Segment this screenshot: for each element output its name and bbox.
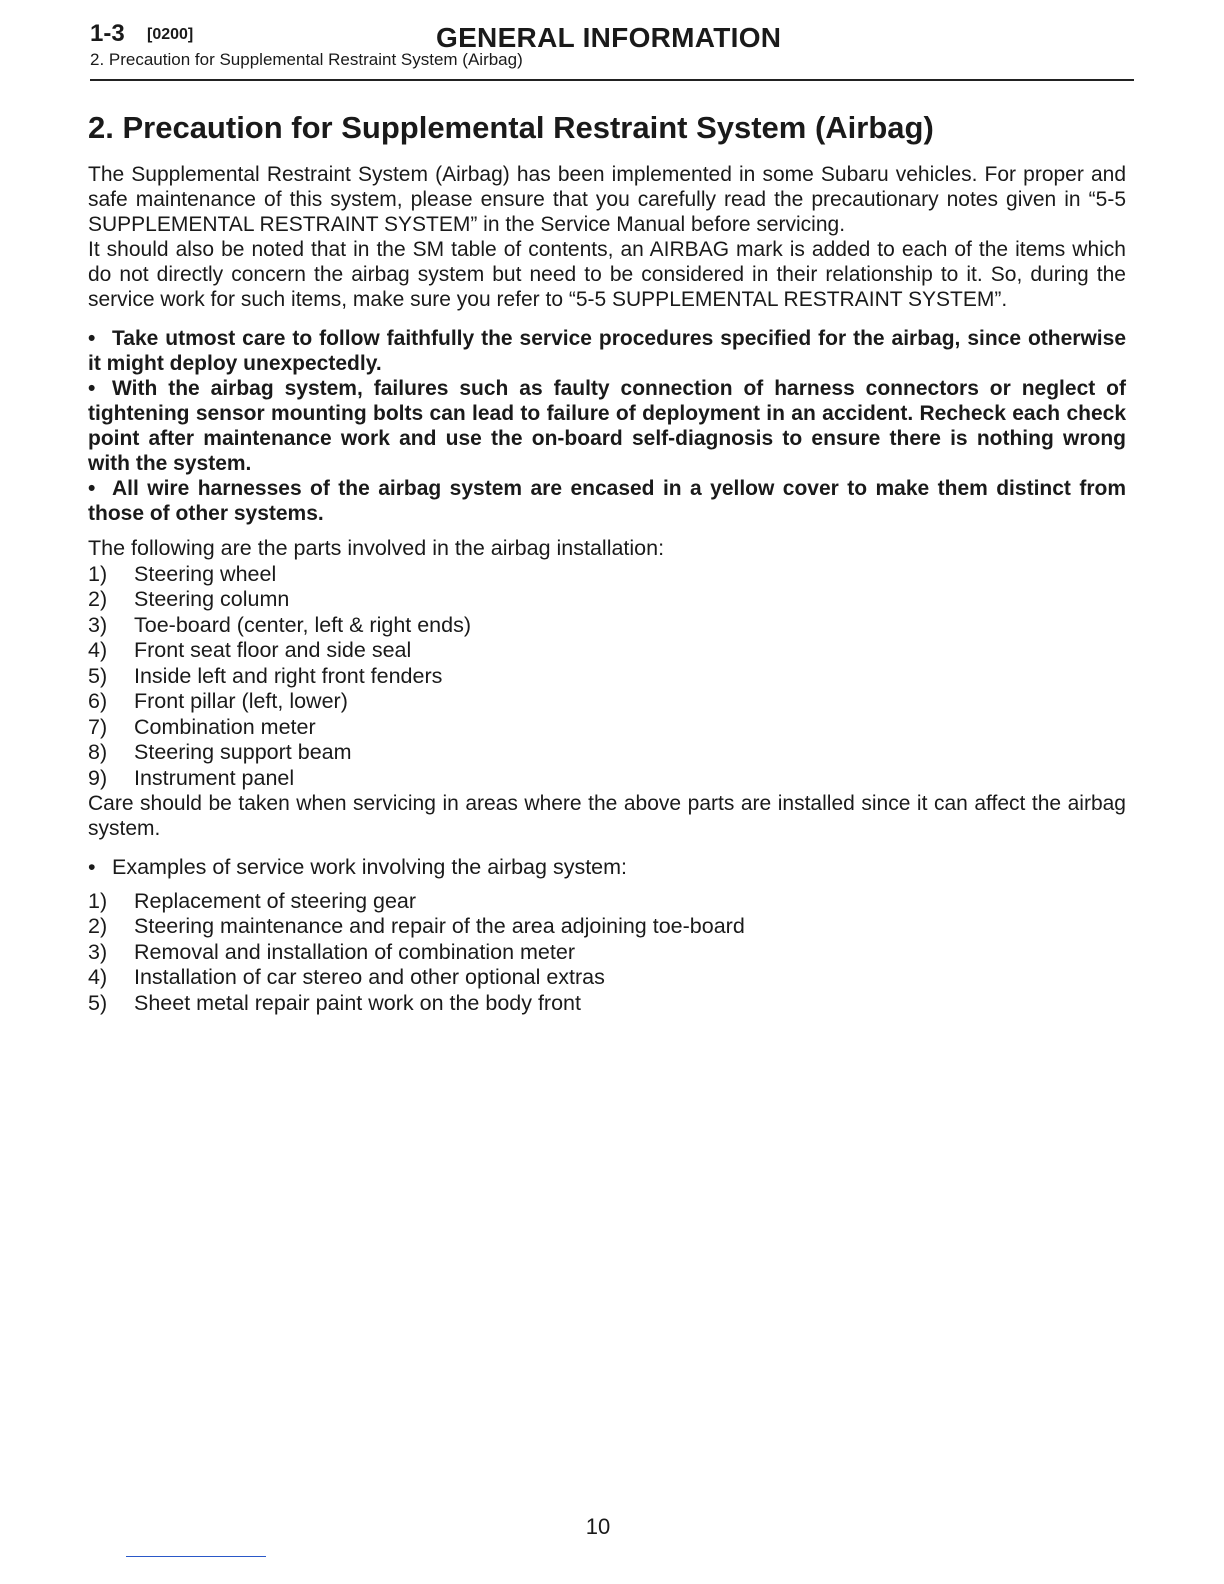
list-text: Inside left and right front fenders: [134, 663, 443, 688]
list-number: 7): [88, 714, 108, 739]
bullet-icon: •: [88, 327, 96, 350]
header-title: GENERAL INFORMATION: [436, 22, 782, 53]
intro-paragraph: The Supplemental Restraint System (Airbag) has been implemented in some Subaru vehicles. For proper and safe maintenance of this system, please ensure that you carefully read the precautionary notes given in “5-5 SUPPLEMENTAL RESTRAINT SYSTEM” in the Service Manual before servicing.: [88, 163, 1126, 236]
bullet-icon: •: [88, 477, 96, 500]
list-number: 5): [88, 990, 108, 1015]
list-text: Replacement of steering gear: [134, 888, 417, 913]
list-number: 3): [88, 612, 108, 637]
section-title: 2. Precaution for Supplemental Restraint System (Airbag): [88, 110, 934, 145]
bullet-icon: •: [88, 855, 96, 879]
footer-divider: [126, 1556, 266, 1557]
list-item: [88, 613, 1126, 639]
warning-text: With the airbag system, failures such as faulty connection of harness connectors or neglect of tightening sensor mounting bolts can lead to failure of deployment in an accident. Recheck each check point after maintenance work and use the on-board self-diagnosis to ensure there is nothing wrong with the system.: [88, 377, 1126, 475]
list-text: Instrument panel: [134, 765, 295, 790]
examples-intro: [88, 855, 1126, 881]
page-header: [90, 18, 1134, 84]
warning-item: [88, 376, 1126, 476]
list-text: Steering support beam: [134, 740, 352, 764]
list-item: [88, 914, 1126, 940]
list-text: Combination meter: [134, 714, 316, 739]
examples-intro-text: Examples of service work involving the airbag system:: [112, 855, 628, 879]
header-divider: [90, 79, 1134, 81]
list-number: 4): [88, 638, 108, 662]
page-ref: 1-3: [90, 20, 125, 47]
list-item: [88, 740, 1126, 766]
warning-text: Take utmost care to follow faithfully the service procedures specified for the airbag, since otherwise it might deploy unexpectedly.: [88, 327, 1126, 375]
list-text: Front seat floor and side seal: [134, 638, 412, 662]
main-content: [88, 108, 1126, 1016]
page-number: 10: [585, 1514, 611, 1539]
header-subtitle: 2. Precaution for Supplemental Restraint System (Airbag): [90, 50, 523, 69]
list-item: [88, 638, 1126, 664]
list-item: [88, 587, 1126, 613]
examples-list: [88, 889, 1126, 1017]
list-item: [88, 689, 1126, 715]
parts-list: [88, 562, 1126, 792]
list-item: [88, 940, 1126, 966]
list-number: 8): [88, 740, 108, 764]
parts-note: Care should be taken when servicing in areas where the above parts are installed since it can affect the airbag system.: [88, 792, 1126, 840]
list-number: 9): [88, 765, 108, 790]
list-number: 5): [88, 663, 108, 688]
list-item: [88, 889, 1126, 915]
list-text: Removal and installation of combination meter: [134, 939, 575, 964]
warnings-block: [88, 326, 1126, 526]
list-text: Steering wheel: [134, 561, 277, 586]
list-number: 3): [88, 939, 108, 964]
list-item: [88, 664, 1126, 690]
list-number: 6): [88, 689, 108, 713]
list-number: 1): [88, 561, 108, 586]
list-item: [88, 965, 1126, 991]
list-item: [88, 766, 1126, 792]
list-item: [88, 562, 1126, 588]
warning-item: [88, 326, 1126, 376]
toc-note-paragraph: It should also be noted that in the SM table of contents, an AIRBAG mark is added to each of the items which do not directly concern the airbag system but need to be considered in their relationship to it. So, during the service work for such items, make sure you refer to “5-5 SUPPLEMENTAL RESTRAINT SYSTEM”.: [88, 238, 1126, 311]
warning-text: All wire harnesses of the airbag system are encased in a yellow cover to make them distinct from those of other systems.: [88, 477, 1126, 525]
list-item: [88, 715, 1126, 741]
list-item: [88, 991, 1126, 1017]
list-text: Toe-board (center, left & right ends): [134, 612, 472, 637]
list-text: Installation of car stereo and other optional extras: [134, 965, 605, 989]
list-text: Sheet metal repair paint work on the body front: [134, 990, 581, 1015]
list-text: Front pillar (left, lower): [134, 689, 348, 713]
section-code: [0200]: [147, 26, 194, 43]
list-number: 2): [88, 914, 108, 938]
list-text: Steering column: [134, 587, 290, 611]
bullet-icon: •: [88, 377, 96, 400]
parts-intro: The following are the parts involved in the airbag installation:: [88, 536, 665, 560]
list-number: 2): [88, 587, 108, 611]
warning-item: [88, 476, 1126, 526]
list-number: 4): [88, 965, 108, 989]
list-text: Steering maintenance and repair of the area adjoining toe-board: [134, 914, 745, 938]
list-number: 1): [88, 888, 108, 913]
